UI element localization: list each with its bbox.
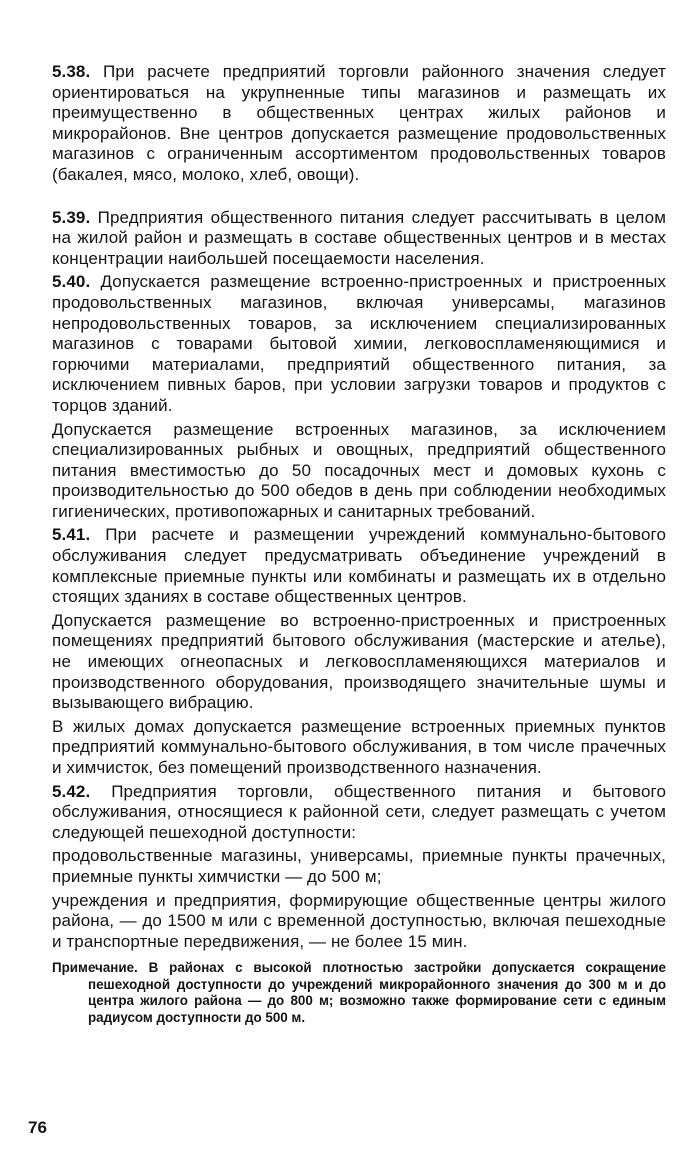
paragraph-5-42	[52, 782, 666, 844]
paragraph-5-41-residential	[52, 717, 666, 779]
note-label: Примечание.	[52, 960, 138, 976]
paragraph-5-39	[52, 208, 666, 270]
section-number-5-41: 5.41.	[52, 525, 91, 545]
section-number-5-42: 5.42.	[52, 781, 91, 801]
paragraph-text: Допускается размещение встроенно-пристроенных и пристроенных продовольственных магазинов, включая универсамы, магазинов непродовольственных товаров, за исключением специализированных магазинов с товарами бытовой химии, легковоспламеняющимися и горючими материалами, предприятий общественного питания, за исключением пивных баров, при условии загрузки товаров и продуктов с торцов зданий.	[52, 272, 667, 415]
list-item-text: учреждения и предприятия, формирующие общественные центры жилого района, — до 1500 м или с временной доступностью, включая пешеходные и транспортные передвижения, — не более 15 мин.	[52, 890, 666, 951]
section-number-5-39: 5.39.	[52, 207, 91, 227]
note	[52, 960, 666, 1026]
paragraph-5-40	[52, 272, 666, 416]
paragraph-text: Предприятия общественного питания следует рассчитывать в целом на жилой район и размещать в составе общественных центров и в местах концентрации наибольшей посещаемости населения.	[52, 207, 666, 268]
note-text: В районах с высокой плотностью застройки допускается сокращение пешеходной доступности до учреждений микрорайонного значения до 300 м и до центра жилого района — до 800 м; возможно также формирование сети с единым радиусом доступности до 500 м.	[88, 960, 666, 1025]
list-item-text: продовольственные магазины, универсамы, приемные пункты прачечных, приемные пункты химчистки — до 500 м;	[52, 846, 666, 886]
page-number: 76	[28, 1118, 47, 1137]
section-number-5-38: 5.38.	[52, 62, 91, 81]
paragraph-text: При расчете и размещении учреждений коммунально-бытового обслуживания следует предусматривать объединение учреждений в комплексные приемные пункты или комбинаты и размещать их в отдельно стоящих зданиях в составе общественных центров.	[52, 525, 666, 607]
paragraph-5-38	[52, 62, 666, 186]
paragraph-5-41-continued	[52, 611, 666, 714]
paragraph-text: Допускается размещение во встроенно-пристроенных и пристроенных помещениях предприятий бытового обслуживания (мастерские и ателье), не имеющих огнеопасных и легковоспламеняющихся материалов и производственного оборудования, производящего значительные шумы и вызывающего вибрацию.	[52, 610, 666, 713]
paragraph-text: В жилых домах допускается размещение встроенных приемных пунктов предприятий коммунально-бытового обслуживания, в том числе прачечных и химчисток, без помещений производственного назначения.	[52, 716, 666, 777]
paragraph-5-41	[52, 525, 666, 607]
section-number-5-40: 5.40.	[52, 272, 91, 292]
paragraph-5-40-continued	[52, 420, 666, 523]
list-item	[52, 891, 666, 953]
paragraph-text: Предприятия торговли, общественного питания и бытового обслуживания, относящиеся к районной сети, следует размещать с учетом следующей пешеходной доступности:	[52, 781, 666, 842]
paragraph-text: Допускается размещение встроенных магазинов, за исключением специализированных рыбных и овощных, предприятий общественного питания вместимостью до 50 посадочных мест и домовых кухонь с производительностью до 500 обедов в день при соблюдении необходимых гигиенических, противопожарных и санитарных требований.	[52, 419, 666, 521]
document-body	[52, 62, 666, 1026]
paragraph-text: При расчете предприятий торговли районного значения следует ориентироваться на укрупненные типы магазинов и размещать их преимущественно в общественных центрах жилых районов и микрорайонов. Вне центров допускается размещение продовольственных магазинов с ограниченным ассортиментом продовольственных товаров (бакалея, мясо, молоко, хлеб, овощи).	[52, 62, 666, 184]
list-item	[52, 846, 666, 887]
